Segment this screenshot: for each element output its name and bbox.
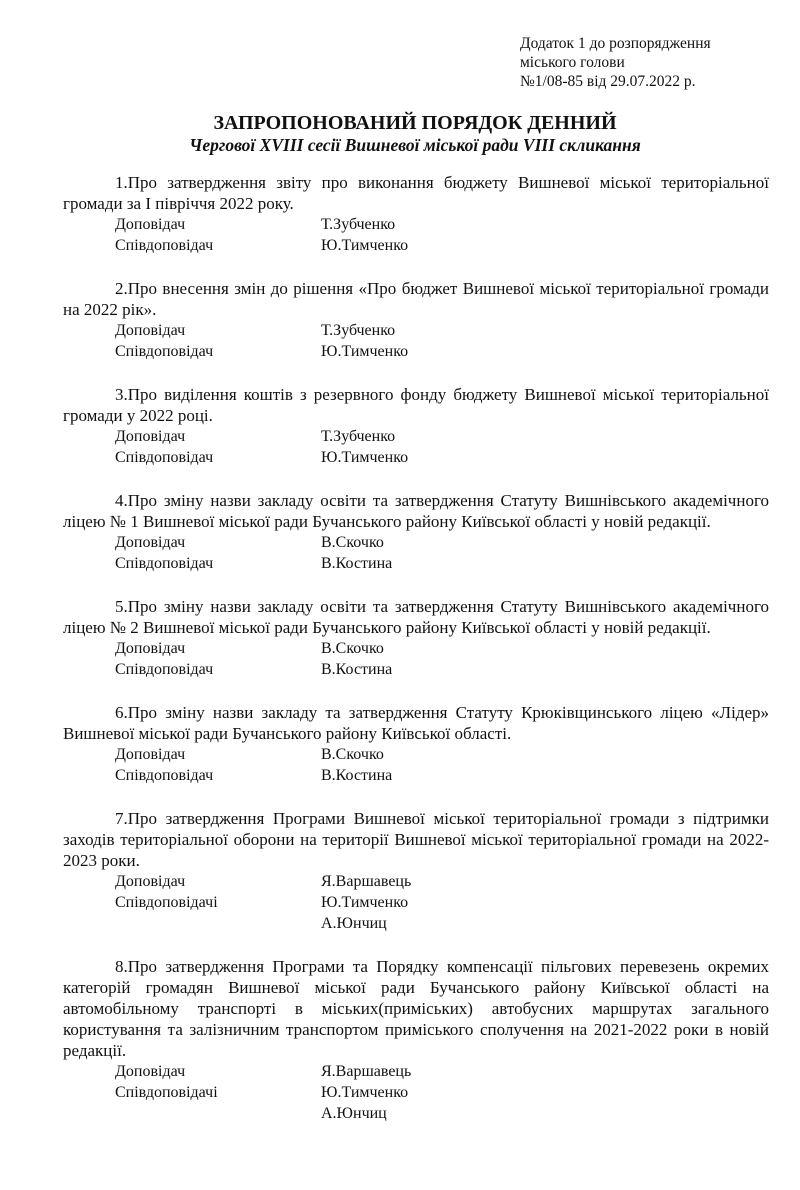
- speaker-role: Співдоповідачі: [115, 894, 218, 911]
- speaker-role: [63, 1103, 321, 1124]
- agenda-item-text: 7.Про затвердження Програми Вишневої міської територіальної громади з підтримки заходів територіальної оборони на території Вишневої міської територіальної громади на 2022-2023 роки.: [63, 809, 769, 870]
- speaker-row: [63, 214, 769, 235]
- speaker-row: [63, 426, 769, 447]
- speaker-name: В.Костина: [321, 661, 393, 678]
- speaker-role: Співдоповідач: [115, 237, 214, 254]
- speaker-name: В.Костина: [321, 767, 393, 784]
- speaker-name: Ю.Тимченко: [321, 237, 409, 254]
- speaker-name: Ю.Тимченко: [321, 894, 409, 911]
- speaker-row: [63, 1061, 769, 1082]
- agenda-item-text: 3.Про виділення коштів з резервного фонду бюджету Вишневої міської територіальної громади у 2022 році.: [63, 385, 769, 425]
- speaker-role: Співдоповідач: [115, 555, 214, 572]
- speaker-role: Доповідач: [115, 322, 186, 339]
- speaker-row: [63, 638, 769, 659]
- speaker-role: Співдоповідач: [115, 767, 214, 784]
- agenda-item: [63, 702, 769, 786]
- speaker-role: Доповідач: [115, 746, 186, 763]
- speaker-role: Доповідач: [115, 1063, 186, 1080]
- speaker-name: В.Скочко: [321, 746, 384, 763]
- agenda-item: [63, 596, 769, 680]
- speaker-name: В.Скочко: [321, 534, 384, 551]
- agenda-item-text: 2.Про внесення змін до рішення «Про бюджет Вишневої міської територіальної громади на 2022 рік».: [63, 279, 769, 319]
- speaker-name: Я.Варшавець: [321, 1063, 412, 1080]
- speaker-row: [63, 744, 769, 765]
- speaker-role: Співдоповідач: [115, 343, 214, 360]
- speaker-name: В.Костина: [321, 555, 393, 572]
- annex-line-1: Додаток 1 до розпорядження: [520, 35, 711, 52]
- speaker-row: [63, 553, 769, 574]
- speaker-row: [63, 447, 769, 468]
- speaker-role: Співдоповідач: [115, 449, 214, 466]
- speaker-row: [63, 659, 769, 680]
- agenda-item: [63, 172, 769, 256]
- speaker-name: А.Юнчиц: [321, 915, 387, 932]
- agenda-items: [63, 172, 769, 1146]
- annex-line-3: №1/08-85 від 29.07.2022 р.: [520, 73, 696, 90]
- speaker-name: Ю.Тимченко: [321, 343, 409, 360]
- agenda-item-text: 6.Про зміну назви закладу та затвердження Статуту Крюківщинського ліцею «Лідер» Вишневої міської ради Бучанського району Київської області.: [63, 703, 769, 743]
- agenda-item: [63, 278, 769, 362]
- speaker-role: Доповідач: [115, 216, 186, 233]
- speaker-role: [63, 913, 321, 934]
- speaker-role: Доповідач: [115, 873, 186, 890]
- agenda-item: [63, 956, 769, 1124]
- speaker-row: [63, 1103, 769, 1124]
- speaker-row: [63, 235, 769, 256]
- document-subtitle: Чергової XVIII сесії Вишневої міської ради VIII скликання: [189, 135, 641, 155]
- speaker-name: Т.Зубченко: [321, 322, 396, 339]
- speaker-name: Т.Зубченко: [321, 428, 396, 445]
- speaker-row: [63, 341, 769, 362]
- speaker-name: Я.Варшавець: [321, 873, 412, 890]
- agenda-item-text: 8.Про затвердження Програми та Порядку компенсації пільгових перевезень окремих категорій громадян Вишневої міської ради Бучанського району Київської області на автомобільному транспорті в міських(приміських) автобусних маршрутах загального користування та залізничним транспортом приміського сполучення на 2021-2022 роки в новій редакції.: [63, 957, 769, 1060]
- speaker-name: В.Скочко: [321, 640, 384, 657]
- speaker-name: А.Юнчиц: [321, 1105, 387, 1122]
- speaker-role: Доповідач: [115, 534, 186, 551]
- agenda-item: [63, 808, 769, 934]
- speaker-row: [63, 892, 769, 913]
- speaker-row: [63, 913, 769, 934]
- agenda-item-text: 4.Про зміну назви закладу освіти та затвердження Статуту Вишнівського академічного ліцею № 1 Вишневої міської ради Бучанського району Київської області у новій редакції.: [63, 491, 769, 531]
- document-title: ЗАПРОПОНОВАНИЙ ПОРЯДОК ДЕННИЙ: [213, 112, 617, 134]
- speaker-role: Доповідач: [115, 428, 186, 445]
- agenda-item: [63, 490, 769, 574]
- speaker-row: [63, 765, 769, 786]
- speaker-role: Співдоповідачі: [115, 1084, 218, 1101]
- agenda-item: [63, 384, 769, 468]
- agenda-item-text: 5.Про зміну назви закладу освіти та затвердження Статуту Вишнівського академічного ліцею № 2 Вишневої міської ради Бучанського району Київської області у новій редакції.: [63, 597, 769, 637]
- speaker-row: [63, 1082, 769, 1103]
- speaker-row: [63, 532, 769, 553]
- speaker-role: Доповідач: [115, 640, 186, 657]
- speaker-name: Ю.Тимченко: [321, 449, 409, 466]
- annex-line-2: міського голови: [520, 54, 625, 71]
- annex-reference: [520, 34, 711, 91]
- speaker-row: [63, 320, 769, 341]
- speaker-role: Співдоповідач: [115, 661, 214, 678]
- speaker-name: Ю.Тимченко: [321, 1084, 409, 1101]
- agenda-item-text: 1.Про затвердження звіту про виконання бюджету Вишневої міської територіальної громади за І півріччя 2022 року.: [63, 173, 769, 213]
- speaker-name: Т.Зубченко: [321, 216, 396, 233]
- speaker-row: [63, 871, 769, 892]
